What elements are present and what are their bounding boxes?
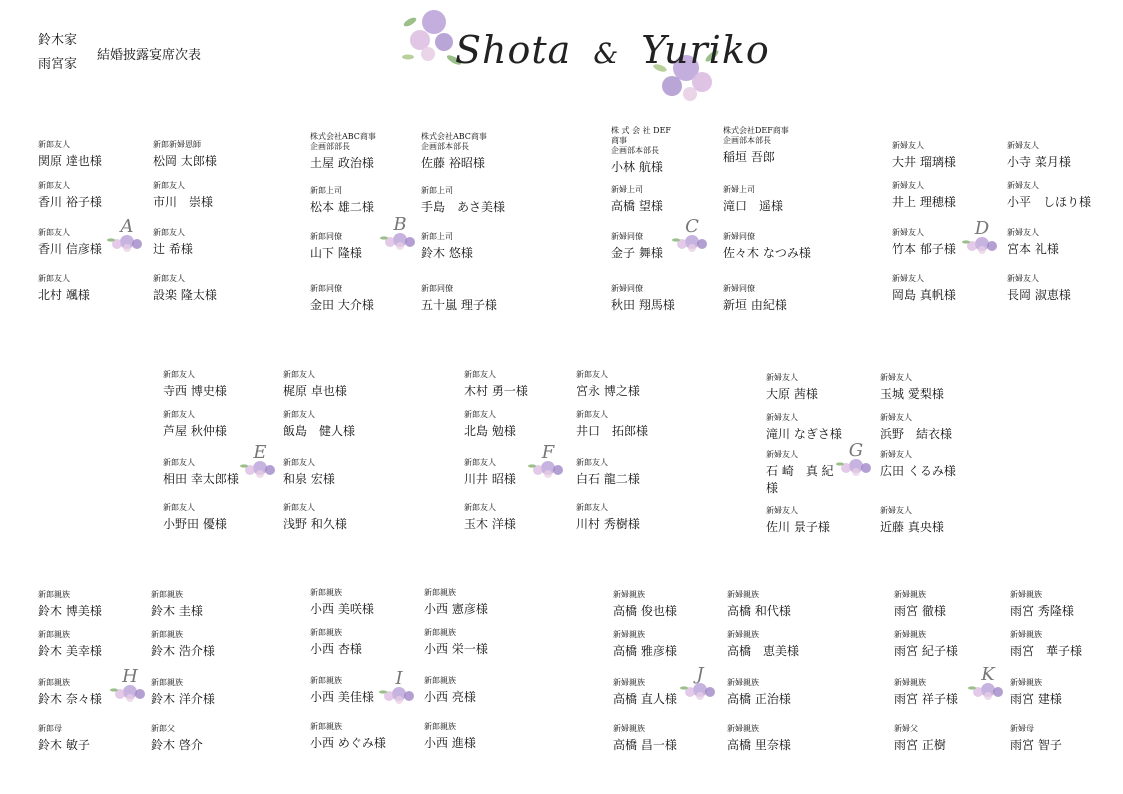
guest-role: 新郎親族 [424, 722, 456, 731]
guest-entry [421, 132, 487, 172]
guest-role: 新婦同僚 [611, 284, 643, 293]
guest-name: 高橋 恵美様 [727, 644, 800, 658]
guest-entry [464, 503, 516, 533]
guest-name: 雨宮 秀隆様 [1010, 604, 1074, 618]
table-letter: G [848, 440, 864, 461]
guest-entry [310, 186, 374, 216]
guest-role: 新婦親族 [1010, 678, 1042, 687]
guest-name: 雨宮 正樹 [894, 738, 946, 752]
guest-entry [424, 676, 476, 706]
guest-name: 井上 理穂様 [892, 195, 956, 209]
table-letter: D [974, 218, 990, 239]
guest-role: 新婦親族 [727, 630, 759, 639]
guest-name: 川井 昭様 [464, 472, 516, 486]
guest-entry [880, 413, 952, 443]
guest-entry [1007, 181, 1091, 211]
guest-entry [880, 373, 944, 403]
guest-entry [1007, 141, 1071, 171]
guest-role: 株式会社ABC商事 企画部本部長 [421, 132, 487, 151]
guest-name: 小平 しほり様 [1007, 195, 1092, 209]
guest-name: 辻 希様 [153, 242, 193, 256]
guest-entry [153, 140, 217, 170]
guest-entry [38, 678, 102, 708]
guest-name: 土屋 政治様 [310, 156, 374, 170]
guest-entry [283, 458, 335, 488]
guest-role: 新婦友人 [892, 141, 924, 150]
guest-role: 新郎新婦恩師 [153, 140, 201, 149]
guest-entry [727, 630, 799, 660]
guest-role: 新婦友人 [766, 413, 798, 422]
guest-entry [613, 590, 677, 620]
guest-entry [38, 630, 102, 660]
guest-role: 新郎友人 [163, 370, 195, 379]
guest-name: 五十嵐 理子様 [421, 298, 497, 312]
guest-entry [723, 126, 789, 166]
guest-entry [310, 232, 362, 262]
guest-entry [1010, 590, 1074, 620]
guest-entry [421, 186, 505, 216]
guest-role: 新婦同僚 [723, 232, 755, 241]
guest-entry [613, 630, 677, 660]
event-title: 結婚披露宴席次表 [97, 48, 202, 63]
guest-entry [894, 590, 946, 620]
guest-name: 鈴木 奈々様 [38, 692, 102, 706]
guest-name: 玉木 洋様 [464, 517, 516, 531]
guest-name: 井口 拓郎様 [576, 424, 649, 438]
table-letter: B [393, 214, 407, 235]
guest-role: 新郎友人 [283, 370, 315, 379]
guest-entry [880, 450, 956, 480]
guest-role: 新郎友人 [576, 503, 608, 512]
guest-role: 新婦親族 [894, 590, 926, 599]
guest-role: 新郎友人 [283, 410, 315, 419]
guest-name: 北村 颯様 [38, 288, 90, 302]
table-letter: H [122, 666, 138, 687]
guest-entry [153, 274, 217, 304]
guest-entry [892, 228, 956, 258]
guest-role: 新郎友人 [38, 140, 70, 149]
guest-role: 新婦親族 [727, 590, 759, 599]
guest-name: 大井 瑠璃様 [892, 155, 956, 169]
guest-name: 雨宮 建様 [1010, 692, 1062, 706]
guest-name: 佐川 景子様 [766, 520, 830, 534]
guest-name: 設楽 隆太様 [153, 288, 217, 302]
guest-entry [163, 410, 227, 440]
guest-entry [727, 724, 791, 754]
guest-name: 高橋 俊也様 [613, 604, 677, 618]
table-letter: J [696, 664, 704, 685]
guest-role: 新郎友人 [153, 181, 185, 190]
guest-name: 松岡 太郎様 [153, 154, 217, 168]
guest-name: 飯島 健人様 [283, 424, 356, 438]
guest-entry [283, 503, 347, 533]
guest-entry [38, 724, 90, 754]
guest-entry [310, 588, 374, 618]
table-letter: I [395, 668, 403, 689]
couple-names [455, 28, 770, 72]
guest-name: 雨宮 華子様 [1010, 644, 1083, 658]
guest-name: 手島 あさ美様 [421, 200, 506, 214]
guest-entry [1007, 228, 1059, 258]
guest-name: 鈴木 圭様 [151, 604, 203, 618]
guest-name: 高橋 和代様 [727, 604, 791, 618]
guest-entry [151, 724, 203, 754]
guest-role: 新郎同僚 [310, 232, 342, 241]
guest-name: 梶原 卓也様 [283, 384, 347, 398]
table-emblem [962, 214, 1002, 254]
table-emblem [836, 436, 876, 476]
guest-entry [38, 140, 102, 170]
guest-name: 雨宮 紀子様 [894, 644, 958, 658]
guest-entry [310, 722, 386, 752]
guest-name: 雨宮 祥子様 [894, 692, 958, 706]
guest-role: 新郎親族 [424, 588, 456, 597]
guest-role: 新婦友人 [1007, 181, 1039, 190]
guest-role: 新婦友人 [892, 181, 924, 190]
guest-entry [892, 181, 956, 211]
guest-role: 新婦友人 [880, 413, 912, 422]
guest-role: 新婦同僚 [723, 284, 755, 293]
guest-role: 新婦友人 [766, 450, 798, 459]
guest-entry [1010, 630, 1082, 660]
guest-name: 市川 崇様 [153, 195, 214, 209]
guest-entry [611, 284, 675, 314]
guest-entry [153, 181, 213, 211]
guest-name: 小西 栄一様 [424, 642, 488, 656]
ampersand: & [593, 37, 620, 70]
guest-entry [576, 410, 648, 440]
guest-entry [723, 284, 787, 314]
guest-role: 新郎親族 [310, 722, 342, 731]
guest-name: 竹本 郁子様 [892, 242, 956, 256]
guest-role: 株式会社ABC商事 企画部部長 [310, 132, 376, 151]
guest-name: 白石 龍二様 [576, 472, 640, 486]
guest-name: 広田 くるみ様 [880, 464, 956, 478]
guest-entry [723, 185, 783, 215]
table-letter: F [541, 442, 555, 463]
guest-name: 高橋 正治様 [727, 692, 791, 706]
guest-entry [38, 590, 102, 620]
table-letter: C [685, 216, 699, 237]
guest-name: 近藤 真央様 [880, 520, 944, 534]
guest-role: 新郎友人 [283, 458, 315, 467]
groom-name: Shota [455, 28, 572, 72]
guest-entry [611, 185, 663, 215]
table-emblem [380, 210, 420, 250]
table-letter: K [981, 664, 995, 685]
guest-name: 滝口 遥様 [723, 199, 784, 213]
guest-name: 木村 勇一様 [464, 384, 528, 398]
guest-entry [151, 590, 203, 620]
table-emblem [528, 438, 568, 478]
guest-role: 新郎親族 [424, 676, 456, 685]
guest-name: 芦屋 秋仲様 [163, 424, 227, 438]
guest-role: 新婦親族 [613, 590, 645, 599]
guest-role: 新郎友人 [153, 274, 185, 283]
table-emblem [680, 660, 720, 700]
guest-role: 新郎親族 [151, 630, 183, 639]
guest-name: 高橋 望様 [611, 199, 663, 213]
guest-name: 玉城 愛梨様 [880, 387, 944, 401]
guest-entry [611, 232, 663, 262]
guest-name: 鈴木 啓介 [151, 738, 203, 752]
guest-name: 相田 幸太郎様 [163, 472, 239, 486]
guest-name: 小野田 優様 [163, 517, 227, 531]
guest-entry [283, 370, 347, 400]
guest-name: 小西 亮様 [424, 690, 476, 704]
guest-entry [727, 590, 791, 620]
guest-role: 新郎友人 [576, 410, 608, 419]
guest-entry [310, 628, 362, 658]
guest-role: 新婦友人 [1007, 274, 1039, 283]
table-emblem [110, 662, 150, 702]
guest-role: 新郎上司 [421, 186, 453, 195]
guest-role: 株式会社DEF商事 企画部本部長 [723, 126, 789, 145]
guest-name: 石 崎 真 紀 様 [766, 464, 834, 495]
guest-name: 鈴木 博美様 [38, 604, 102, 618]
guest-name: 岡島 真帆様 [892, 288, 956, 302]
guest-role: 新郎友人 [576, 458, 608, 467]
guest-role: 新郎友人 [283, 503, 315, 512]
guest-name: 滝川 なぎさ様 [766, 427, 842, 441]
guest-role: 新郎親族 [310, 676, 342, 685]
guest-name: 小西 憲彦様 [424, 602, 488, 616]
guest-role: 新郎友人 [464, 370, 496, 379]
guest-name: 鈴木 洋介様 [151, 692, 215, 706]
table-letter: A [120, 216, 134, 237]
guest-name: 浅野 和久様 [283, 517, 347, 531]
guest-role: 新婦同僚 [611, 232, 643, 241]
guest-name: 小西 進様 [424, 736, 476, 750]
guest-role: 新郎友人 [163, 503, 195, 512]
guest-role: 新郎友人 [38, 181, 70, 190]
guest-entry [727, 678, 791, 708]
guest-entry [38, 181, 102, 211]
guest-entry [576, 370, 640, 400]
guest-entry [894, 678, 958, 708]
table-emblem [240, 438, 280, 478]
guest-entry [766, 450, 834, 497]
guest-role: 新婦親族 [613, 630, 645, 639]
guest-role: 新郎友人 [576, 370, 608, 379]
guest-name: 小西 めぐみ様 [310, 736, 386, 750]
table-emblem [672, 212, 712, 252]
guest-role: 新婦友人 [892, 274, 924, 283]
guest-entry [766, 373, 818, 403]
guest-name: 北島 勉様 [464, 424, 516, 438]
guest-entry [613, 678, 677, 708]
guest-name: 川村 秀樹様 [576, 517, 640, 531]
guest-role: 新婦親族 [894, 678, 926, 687]
guest-name: 鈴木 悠様 [421, 246, 473, 260]
guest-name: 佐藤 裕昭様 [421, 156, 485, 170]
guest-role: 新婦母 [1010, 724, 1034, 733]
guest-role: 新婦友人 [880, 506, 912, 515]
guest-entry [151, 630, 215, 660]
guest-entry [1007, 274, 1071, 304]
guest-name: 雨宮 徹様 [894, 604, 946, 618]
guest-role: 新婦上司 [611, 185, 643, 194]
bride-family: 雨宮家 [38, 57, 78, 72]
guest-role: 新婦友人 [766, 506, 798, 515]
guest-role: 新郎親族 [38, 678, 70, 687]
guest-name: 金田 大介様 [310, 298, 374, 312]
guest-entry [153, 228, 193, 258]
guest-entry [38, 228, 102, 258]
guest-entry [576, 503, 640, 533]
guest-name: 和泉 宏様 [283, 472, 335, 486]
table-emblem [107, 212, 147, 252]
guest-name: 小西 杏様 [310, 642, 362, 656]
guest-entry [424, 588, 488, 618]
guest-name: 鈴木 美幸様 [38, 644, 102, 658]
guest-role: 新婦親族 [894, 630, 926, 639]
guest-entry [464, 410, 516, 440]
guest-role: 新婦父 [894, 724, 918, 733]
guest-role: 新郎親族 [151, 590, 183, 599]
guest-entry [613, 724, 677, 754]
guest-role: 新婦友人 [766, 373, 798, 382]
groom-family: 鈴木家 [38, 33, 78, 48]
guest-role: 新郎親族 [38, 630, 70, 639]
guest-entry [310, 284, 374, 314]
guest-entry [310, 676, 374, 706]
guest-entry [163, 458, 239, 488]
guest-name: 小西 美佳様 [310, 690, 374, 704]
guest-name: 高橋 雅彦様 [613, 644, 677, 658]
table-emblem [379, 664, 419, 704]
guest-name: 鈴木 敏子 [38, 738, 90, 752]
guest-role: 新郎上司 [421, 232, 453, 241]
guest-role: 新郎親族 [151, 678, 183, 687]
guest-entry [1010, 678, 1062, 708]
table-letter: E [253, 442, 267, 463]
guest-name: 金子 舞様 [611, 246, 663, 260]
guest-name: 香川 信彦様 [38, 242, 102, 256]
guest-name: 小西 美咲様 [310, 602, 374, 616]
guest-name: 宮本 礼様 [1007, 242, 1059, 256]
guest-role: 新郎親族 [310, 588, 342, 597]
guest-name: 寺西 博史様 [163, 384, 227, 398]
guest-entry [424, 628, 488, 658]
guest-role: 新婦親族 [613, 678, 645, 687]
guest-entry [576, 458, 640, 488]
guest-name: 秋田 翔馬様 [611, 298, 675, 312]
guest-name: 小寺 菜月様 [1007, 155, 1071, 169]
guest-entry [892, 274, 956, 304]
guest-role: 新婦親族 [1010, 590, 1042, 599]
guest-entry [766, 413, 842, 443]
guest-name: 関原 達也様 [38, 154, 102, 168]
guest-role: 新郎母 [38, 724, 62, 733]
guest-role: 新婦親族 [1010, 630, 1042, 639]
guest-entry [894, 724, 946, 754]
guest-name: 高橋 昌一様 [613, 738, 677, 752]
guest-entry [283, 410, 355, 440]
guest-role: 新婦親族 [727, 678, 759, 687]
guest-entry [421, 232, 473, 262]
guest-role: 新郎友人 [163, 410, 195, 419]
guest-role: 新郎同僚 [310, 284, 342, 293]
guest-name: 松本 雄二様 [310, 200, 374, 214]
guest-name: 稲垣 吾郎 [723, 150, 775, 164]
bride-name: Yuriko [641, 28, 770, 72]
guest-name: 鈴木 浩介様 [151, 644, 215, 658]
guest-role: 新郎友人 [38, 228, 70, 237]
guest-entry [310, 132, 376, 172]
guest-name: 雨宮 智子 [1010, 738, 1062, 752]
guest-role: 新郎友人 [464, 503, 496, 512]
guest-entry [892, 141, 956, 171]
guest-entry [421, 284, 497, 314]
guest-role: 新婦上司 [723, 185, 755, 194]
guest-role: 新婦親族 [727, 724, 759, 733]
guest-role: 新婦友人 [1007, 228, 1039, 237]
guest-role: 新郎親族 [424, 628, 456, 637]
guest-entry [464, 458, 516, 488]
guest-name: 山下 隆様 [310, 246, 362, 260]
guest-entry [723, 232, 811, 262]
guest-role: 新郎上司 [310, 186, 342, 195]
guest-name: 長岡 淑恵様 [1007, 288, 1071, 302]
guest-role: 新郎友人 [464, 458, 496, 467]
guest-entry [611, 126, 671, 176]
guest-entry [163, 370, 227, 400]
family-names [38, 29, 77, 77]
guest-role: 新郎親族 [310, 628, 342, 637]
guest-name: 浜野 結衣様 [880, 427, 953, 441]
guest-entry [766, 506, 830, 536]
guest-role: 新婦友人 [892, 228, 924, 237]
guest-role: 新婦友人 [880, 373, 912, 382]
guest-entry [424, 722, 476, 752]
guest-name: 佐々木 なつみ様 [723, 246, 811, 260]
guest-role: 新婦友人 [1007, 141, 1039, 150]
guest-role: 新婦親族 [613, 724, 645, 733]
guest-entry [163, 503, 227, 533]
guest-role: 新郎父 [151, 724, 175, 733]
guest-name: 新垣 由紀様 [723, 298, 787, 312]
guest-name: 宮永 博之様 [576, 384, 640, 398]
guest-role: 新郎同僚 [421, 284, 453, 293]
guest-role: 株 式 会 社 DEF 商事 企画部本部長 [611, 126, 671, 155]
guest-role: 新郎友人 [464, 410, 496, 419]
guest-entry [151, 678, 215, 708]
guest-role: 新郎親族 [38, 590, 70, 599]
guest-entry [38, 274, 90, 304]
guest-name: 高橋 直人様 [613, 692, 677, 706]
guest-entry [894, 630, 958, 660]
guest-entry [880, 506, 944, 536]
guest-entry [1010, 724, 1062, 754]
guest-entry [464, 370, 528, 400]
guest-role: 新婦友人 [880, 450, 912, 459]
guest-name: 小林 航様 [611, 160, 663, 174]
guest-name: 大原 茜様 [766, 387, 818, 401]
guest-role: 新郎友人 [38, 274, 70, 283]
guest-role: 新郎友人 [153, 228, 185, 237]
table-emblem [968, 660, 1008, 700]
guest-role: 新郎友人 [163, 458, 195, 467]
guest-name: 高橋 里奈様 [727, 738, 791, 752]
guest-name: 香川 裕子様 [38, 195, 102, 209]
